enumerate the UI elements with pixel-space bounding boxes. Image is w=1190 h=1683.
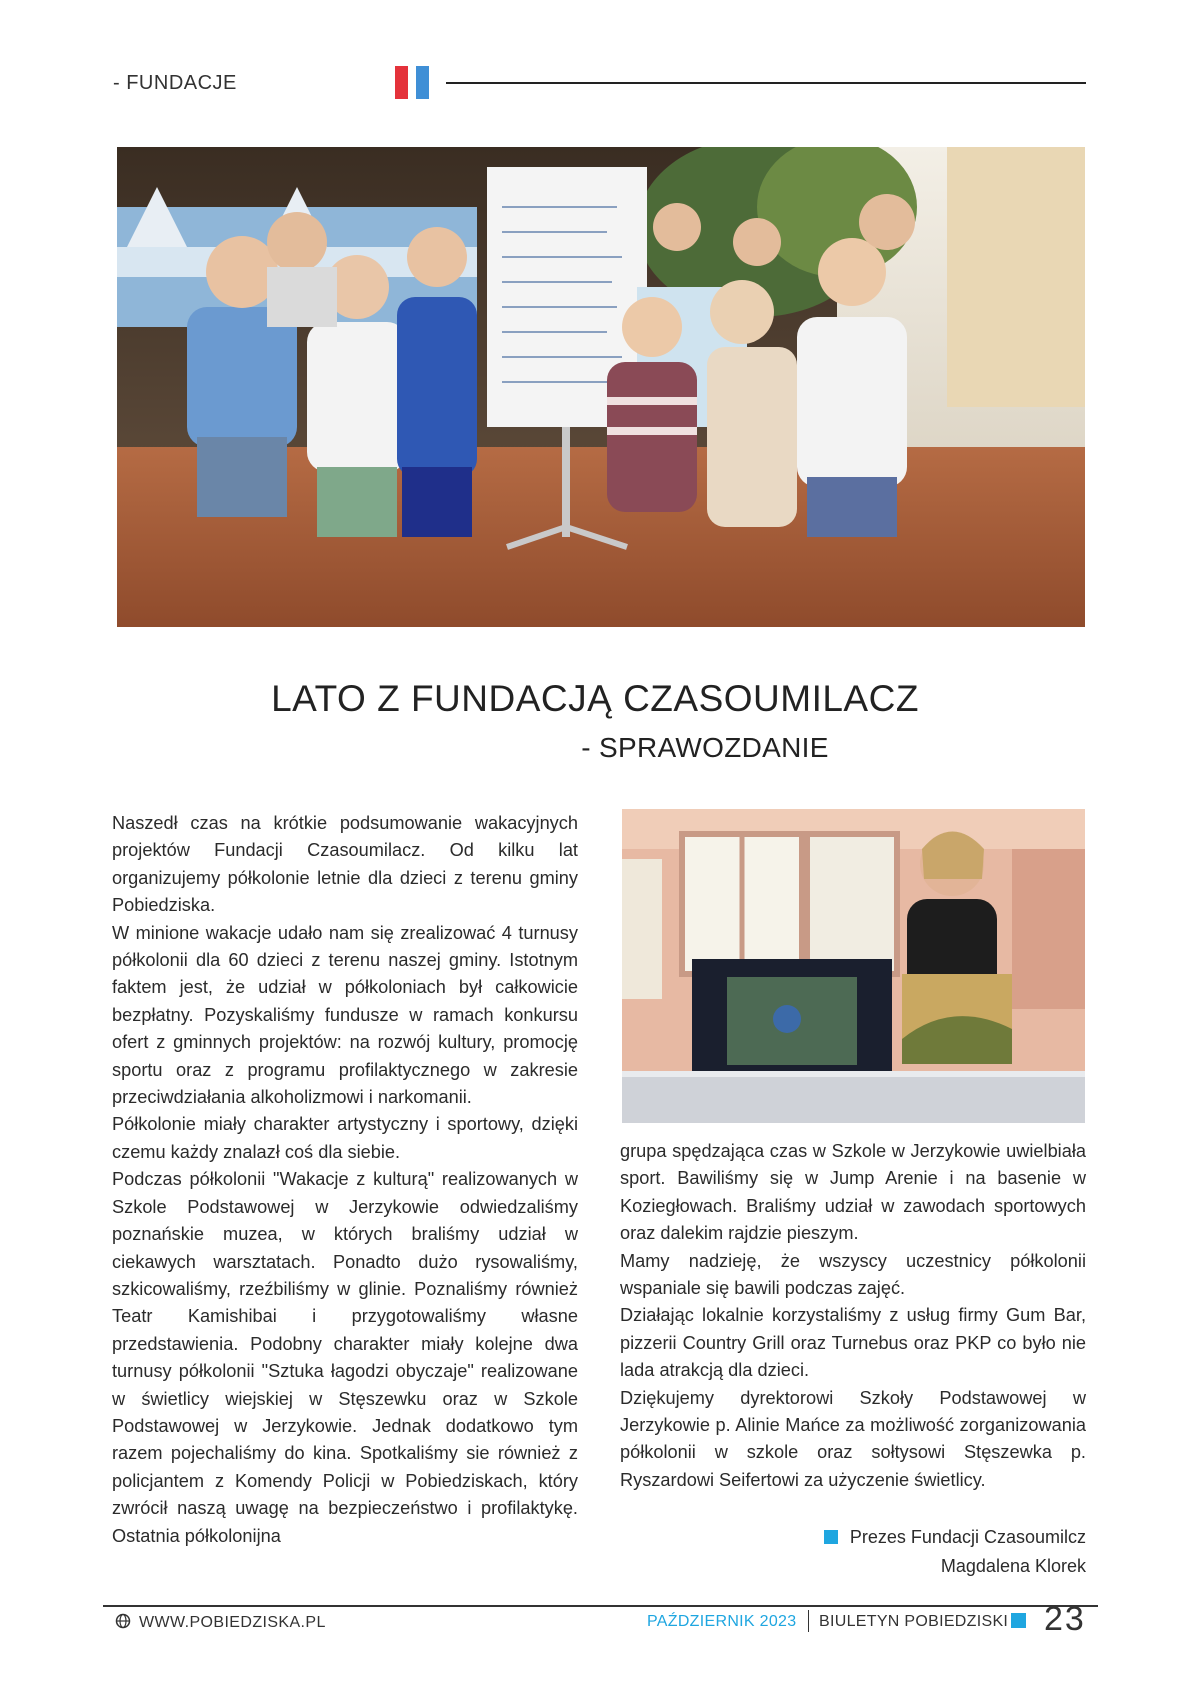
footer-website[interactable]: [115, 1613, 326, 1632]
article-title: LATO Z FUNDACJĄ CZASOUMILACZ: [271, 678, 919, 719]
publication-name: BIULETYN POBIEDZISKI: [819, 1613, 1009, 1630]
blue-square-icon: [824, 1530, 838, 1544]
section-label: - FUNDACJE: [113, 72, 237, 94]
red-accent-bar: [395, 66, 408, 99]
paragraph: grupa spędzająca czas w Szkole w Jerzykowie uwielbiała sport. Bawiliśmy się w Jump Arenie i na basenie w Koziegłowach. Braliśmy udział w zawodach sportowych oraz dalekim rajdzie pieszym.: [620, 1141, 1086, 1244]
blue-square-icon: [1011, 1613, 1026, 1628]
right-text-column: [620, 1138, 1086, 1494]
paragraph: Działając lokalnie korzystaliśmy z usług firmy Gum Bar, pizzerii Country Grill oraz Turnebus oraz PKP co było nie lada atrakcją dla dzieci.: [620, 1305, 1086, 1381]
footer-rule: [103, 1605, 1098, 1607]
issue-date: PAŹDZIERNIK 2023: [647, 1613, 797, 1630]
paragraph: Półkolonie miały charakter artystyczny i sportowy, dzięki czemu każdy znalazł coś dla siebie.: [112, 1114, 578, 1162]
paragraph: Mamy nadzieję, że wszyscy uczestnicy półkolonii wspaniale się bawili podczas zajęć.: [620, 1250, 1086, 1299]
article-subtitle: - SPRAWOZDANIE: [581, 732, 829, 763]
author-name: Magdalena Klorek: [940, 1556, 1086, 1576]
woman-with-kamishibai-theater-photo: [622, 809, 1085, 1123]
paragraph: Podczas półkolonii "Wakacje z kulturą" realizowanych w Szkole Podstawowej w Jerzykowie odwiedzaliśmy poznańskie muzea, w których braliśmy udział w ciekawych warsztatach. Ponadto dużo rysowaliśmy, szkicowaliśmy, rzeźbiliśmy w glinie. Poznaliśmy również Teatr Kamishibai i przygotowaliśmy własne przedstawienia. Podobny charakter miały kolejne dwa turnusy półkolonii "Sztuka łagodzi obyczaje" realizowane w świetlicy wiejskiej w Stęszewku oraz w Szkole Podstawowej w Jerzykowie. Jednak dodatkowo tym razem pojechaliśmy do kina. Spotkaliśmy sie również z policjantem z Komendy Policji w Pobiedziskach, który zwrócił naszą uwagę na bezpieczeństwo i profilaktykę. Ostatnia półkolonijna: [112, 1169, 578, 1546]
left-text-column: [112, 810, 578, 1550]
globe-icon: [115, 1613, 131, 1629]
page-number: 23: [1044, 1600, 1086, 1638]
blue-accent-bar: [416, 66, 429, 99]
group-of-children-photo: [117, 147, 1085, 627]
header-rule: [446, 82, 1086, 84]
paragraph: Naszedł czas na krótkie podsumowanie wakacyjnych projektów Fundacji Czasoumilacz. Od kilku lat organizujemy półkolonie letnie dla dzieci z terenu gminy Pobiedziska.: [112, 813, 578, 916]
footer-separator: [808, 1610, 809, 1632]
paragraph: Dziękujemy dyrektorowi Szkoły Podstawowej w Jerzykowie p. Alinie Mańce za możliwość zorganizowania półkolonii w szkole oraz sołtysowi Stęszewka p. Ryszardowi Seifertowi za użyczenie świetlicy.: [620, 1387, 1086, 1490]
author-role: Prezes Fundacji Czasoumilcz: [849, 1527, 1086, 1547]
paragraph: W minione wakacje udało nam się zrealizować 4 turnusy półkolonii dla 60 dzieci z terenu naszej gminy. Istotnym faktem jest, że udział w półkoloniach był całkowicie bezpłatny. Pozyskaliśmy fundusze w ramach konkursu ofert z gminnych projektów: na rozwój kultury, promocję sportu oraz z programu profilaktycznego w zakresie przeciwdziałania alkoholizmowi i narkomanii.: [112, 922, 578, 1108]
website-link[interactable]: WWW.POBIEDZISKA.PL: [139, 1614, 326, 1631]
author-signature: [824, 1523, 1086, 1581]
